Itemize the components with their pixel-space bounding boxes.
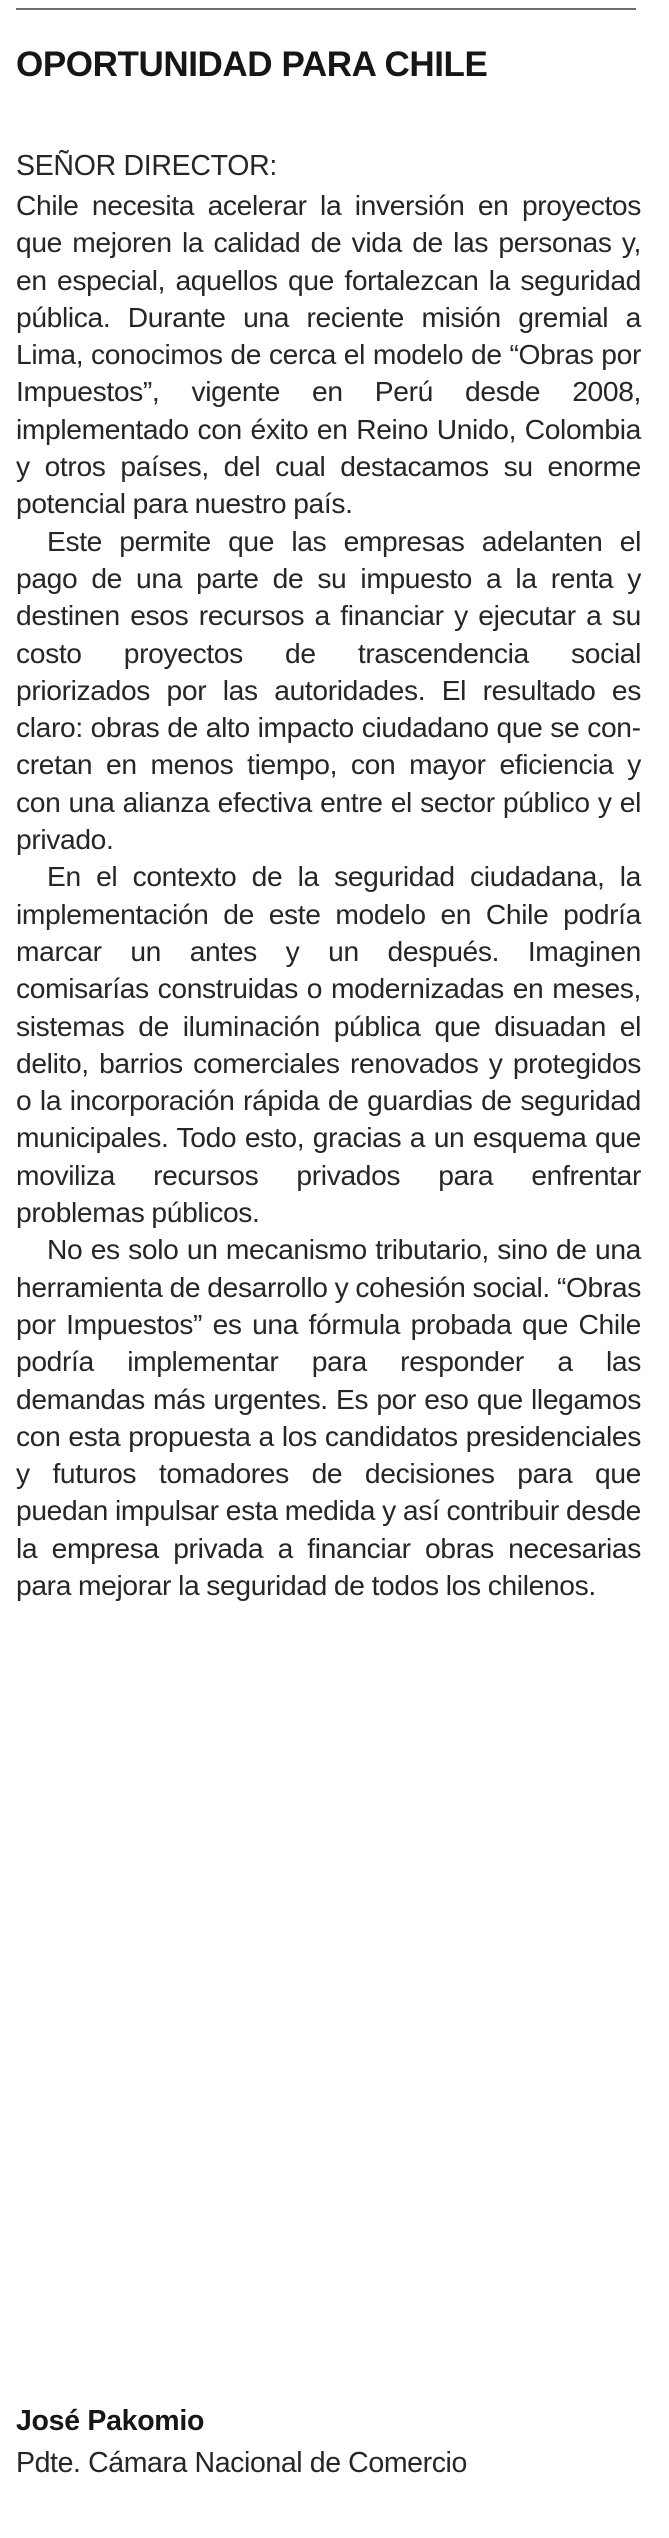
letter-salutation: SEÑOR DIRECTOR: (16, 150, 278, 182)
top-rule (16, 8, 636, 10)
letter-paragraph-1: Chile necesita acelerar la inversión en proyectos que mejoren la calidad de vida de las personas y, en especial, aquellos que fortalezcan la seguridad pública. Durante una reciente misión gremial a Lima, conocimos de cerca el modelo de “Obras por Impuestos”, vigente en Perú desde 2008, implementado con éxito en Reino Unido, Colombia y otros países, del cual destacamos su enorme potencial para nuestro país. (16, 189, 641, 520)
signer-name: José Pakomio (16, 2405, 205, 2437)
letter-paragraph-3: En el contexto de la seguridad ciudadana, la implementación de este modelo en Chile podría marcar un antes y un después. Imaginen comisarías construidas o modernizadas en meses, sistemas de iluminación pública que disuadan el delito, barrios comerciales renovados y protegidos o la incorporación rápida de guardias de seguridad municipales. Todo esto, gracias a un esquema que moviliza recursos privados para enfrentar problemas públicos. (16, 860, 641, 1229)
letter-paragraph-2: Este permite que las empresas adelanten el pago de una parte de su impuesto a la renta y destinen esos recursos a financiar y ejecutar a su costo proyectos de trascendencia social priorizados por las autoridades. El resultado es claro: obras de alto impacto ciudadano que se concretan en menos tiempo, con mayor eficiencia y con una alianza efectiva entre el sector público y el privado. (16, 524, 641, 856)
letter-paragraph-4: No es solo un mecanismo tributario, sino de una herramienta de desarrollo y cohesión social. “Obras por Impuestos” es una fórmula probada que Chile podría implementar para responder a las demandas más urgentes. Es por eso que llegamos con esta propuesta a los candidatos presidenciales y futuros tomadores de decisiones para que puedan impulsar esta medida y así contribuir desde la empresa privada a financiar obras necesarias para mejorar la seguridad de todos los chilenos. (16, 1233, 641, 1601)
letter-body (16, 187, 641, 1604)
signer-role: Pdte. Cámara Nacional de Comercio (16, 2447, 467, 2479)
letter-headline: OPORTUNIDAD PARA CHILE (16, 45, 488, 84)
